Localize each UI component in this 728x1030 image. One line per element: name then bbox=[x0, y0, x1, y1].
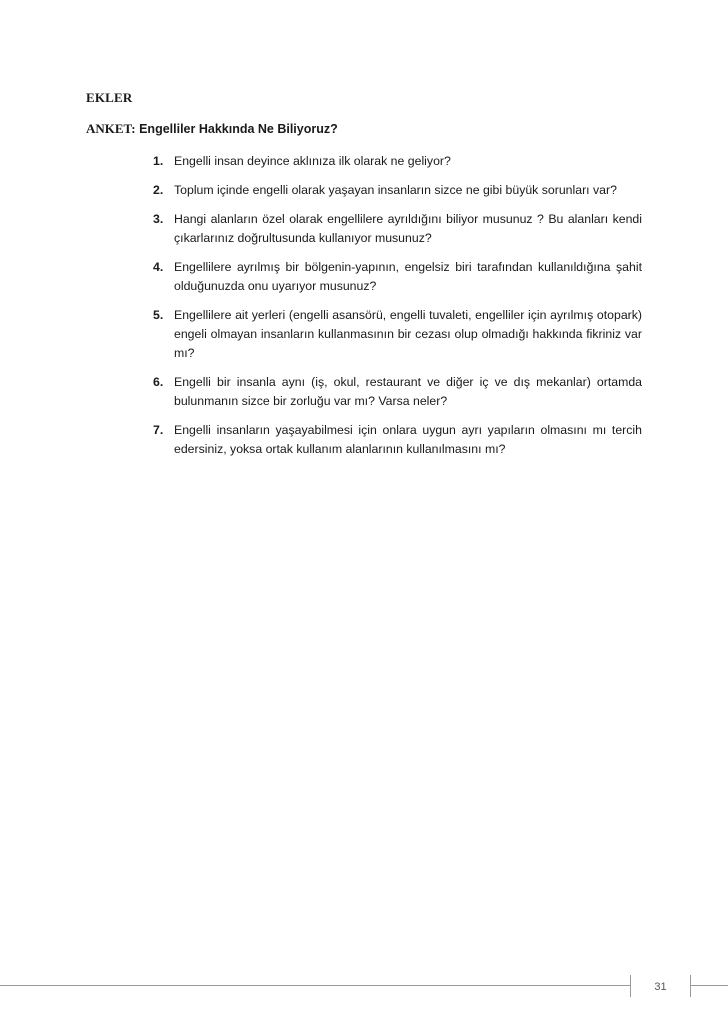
question-number: 6. bbox=[153, 375, 164, 389]
page-number-box bbox=[630, 975, 691, 997]
question-text: Engellilere ayrılmış bir bölgenin-yapının, engelsiz biri tarafından kullanıldığına şahit olduğunuzda onu uyarıyor musunuz? bbox=[174, 260, 642, 293]
footer-divider bbox=[0, 985, 728, 986]
page-number: 31 bbox=[654, 981, 667, 993]
question-list bbox=[153, 152, 642, 469]
question-number: 1. bbox=[153, 154, 164, 168]
question-item bbox=[153, 421, 642, 459]
question-item bbox=[153, 152, 642, 171]
survey-title-prefix: ANKET: bbox=[86, 121, 136, 136]
question-number: 5. bbox=[153, 308, 164, 322]
question-text: Hangi alanların özel olarak engellilere ayrıldığını biliyor musunuz ? Bu alanları kendi çıkarlarınız doğrultusunda kullanıyor musunuz? bbox=[174, 212, 642, 245]
question-item bbox=[153, 258, 642, 296]
survey-title bbox=[86, 121, 338, 137]
question-number: 3. bbox=[153, 212, 164, 226]
question-number: 7. bbox=[153, 423, 164, 437]
question-item bbox=[153, 181, 642, 200]
question-text: Toplum içinde engelli olarak yaşayan insanların sizce ne gibi büyük sorunları var? bbox=[174, 183, 617, 197]
question-item bbox=[153, 373, 642, 411]
question-item bbox=[153, 210, 642, 248]
survey-title-text: Engelliler Hakkında Ne Biliyoruz? bbox=[139, 122, 338, 136]
question-text: Engelli insan deyince aklınıza ilk olarak ne geliyor? bbox=[174, 154, 451, 168]
question-number: 2. bbox=[153, 183, 164, 197]
question-text: Engelli bir insanla aynı (iş, okul, restaurant ve diğer iç ve dış mekanlar) ortamda bulunmanın sizce bir zorluğu var mı? Varsa neler? bbox=[174, 375, 642, 408]
section-heading: EKLER bbox=[86, 90, 133, 105]
question-text: Engelli insanların yaşayabilmesi için onlara uygun ayrı yapıların olmasını mı tercih edersiniz, yoksa ortak kullanım alanlarının kullanılmasını mı? bbox=[174, 423, 642, 456]
question-number: 4. bbox=[153, 260, 164, 274]
question-text: Engellilere ait yerleri (engelli asansörü, engelli tuvaleti, engelliler için ayrılmış otopark) engeli olmayan insanların kullanmasının bir cezası olup olmadığı hakkında fikriniz var mı? bbox=[174, 308, 642, 360]
question-item bbox=[153, 306, 642, 363]
